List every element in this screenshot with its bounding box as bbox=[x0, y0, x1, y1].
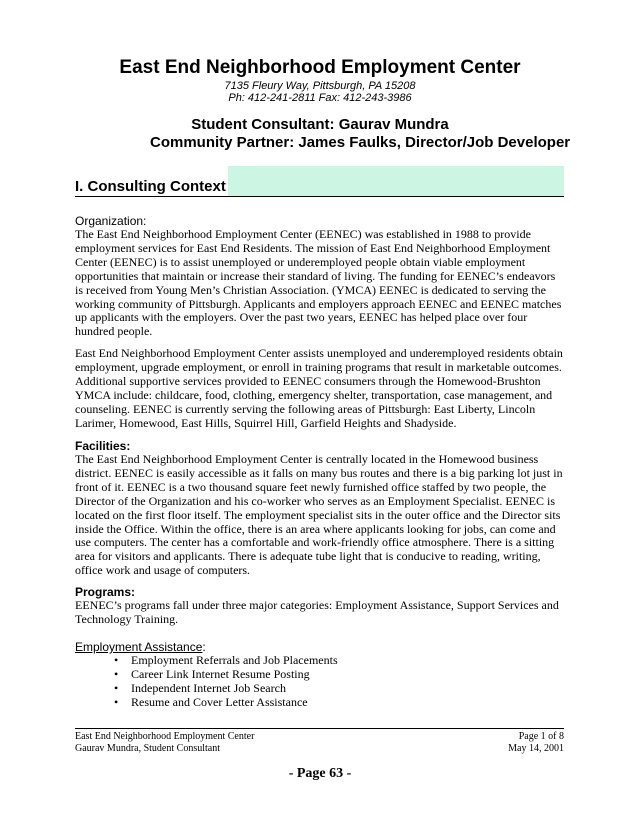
section-title: I. Consulting Context bbox=[75, 178, 226, 195]
organization-label: Organization: bbox=[75, 214, 147, 228]
list-item: • Resume and Cover Letter Assistance bbox=[114, 696, 338, 710]
facilities-label: Facilities: bbox=[75, 439, 131, 453]
community-partner: Community Partner: James Faulks, Director/Job Developer bbox=[150, 134, 571, 151]
facilities-paragraph bbox=[75, 453, 564, 578]
facilities-text: The East End Neighborhood Employment Center is centrally located in the Homewood business district. EENEC is easily accessible as it falls on many bus routes and there is a big parking lot just in front of it. EENEC is a two thousand square feet newly furnished office staffed by two people, the Director of the Organization and his co-worker who serves as an Employment Specialist. EENEC is located on the first floor itself. The employment specialist sits in the outer office and the Director sits inside the Office. Within the office, there is an area where applicants looking for jobs, can come and use computers. The center has a comfortable and work-friendly office atmosphere. There is a sitting area for visitors and applicants. There is adequate tube light that is conducive to reading, writing, office work and usage of computers. bbox=[75, 452, 563, 578]
organization-paragraph-2 bbox=[75, 347, 564, 430]
footer-date: May 14, 2001 bbox=[508, 743, 564, 754]
footer-org-name: East End Neighborhood Employment Center bbox=[75, 731, 255, 742]
footer-page-of: Page 1 of 8 bbox=[518, 731, 564, 742]
programs-text: EENEC’s programs fall under three major categories: Employment Assistance, Support Services and Technology Training. bbox=[75, 598, 559, 626]
section-highlight bbox=[228, 166, 564, 196]
footer-consultant: Gaurav Mundra, Student Consultant bbox=[75, 743, 220, 754]
footer-rule bbox=[75, 728, 564, 729]
list-item: • Career Link Internet Resume Posting bbox=[114, 668, 338, 682]
organization-text-1: The East End Neighborhood Employment Center (EENEC) was established in 1988 to provide employment services for East End Residents. The mission of East End Neighborhood Employment Center (EENEC) is to assist unemployed or underemployed people obtain viable employment opportunities that maintain or increase their standard of living. The funding for EENEC’s endeavors is received from Young Men’s Christian Association. (YMCA) EENEC is dedicated to serving the working community of Pittsburgh. Applicants and employers approach EENEC and EENEC matches up applicants with the employers. Over the past two years, EENEC has helped place over four hundred people. bbox=[75, 227, 562, 339]
page-number: - Page 63 - bbox=[288, 766, 352, 781]
employment-assistance-list bbox=[114, 654, 338, 710]
section-heading-bar bbox=[75, 166, 564, 197]
list-item: • Employment Referrals and Job Placements bbox=[114, 654, 338, 668]
org-title: East End Neighborhood Employment Center bbox=[119, 57, 521, 78]
programs-label: Programs: bbox=[75, 585, 136, 599]
org-address: 7135 Fleury Way, Pittsburgh, PA 15208 bbox=[224, 80, 416, 92]
list-item: • Independent Internet Job Search bbox=[114, 682, 338, 696]
employment-assistance-heading bbox=[75, 640, 206, 654]
student-consultant: Student Consultant: Gaurav Mundra bbox=[191, 116, 449, 133]
org-phone-fax: Ph: 412-241-2811 Fax: 412-243-3986 bbox=[228, 92, 412, 104]
organization-paragraph-1 bbox=[75, 228, 564, 339]
programs-paragraph bbox=[75, 599, 564, 627]
employment-assistance-colon: : bbox=[202, 640, 206, 654]
employment-assistance-label: Employment Assistance bbox=[75, 640, 203, 654]
organization-text-2: East End Neighborhood Employment Center assists unemployed and underemployed residents obtain employment, upgrade employment, or enroll in training programs that result in marketable outcomes. Additional supportive services provided to EENEC consumers through the Homewood-Brushton YMCA include: childcare, food, clothing, emergency shelter, transportation, case management, and counseling. EENEC is currently serving the following areas of Pittsburgh: East Liberty, Lincoln Larimer, Homewood, East Hills, Squirrel Hill, Garfield Heights and Shadyside. bbox=[75, 346, 563, 430]
